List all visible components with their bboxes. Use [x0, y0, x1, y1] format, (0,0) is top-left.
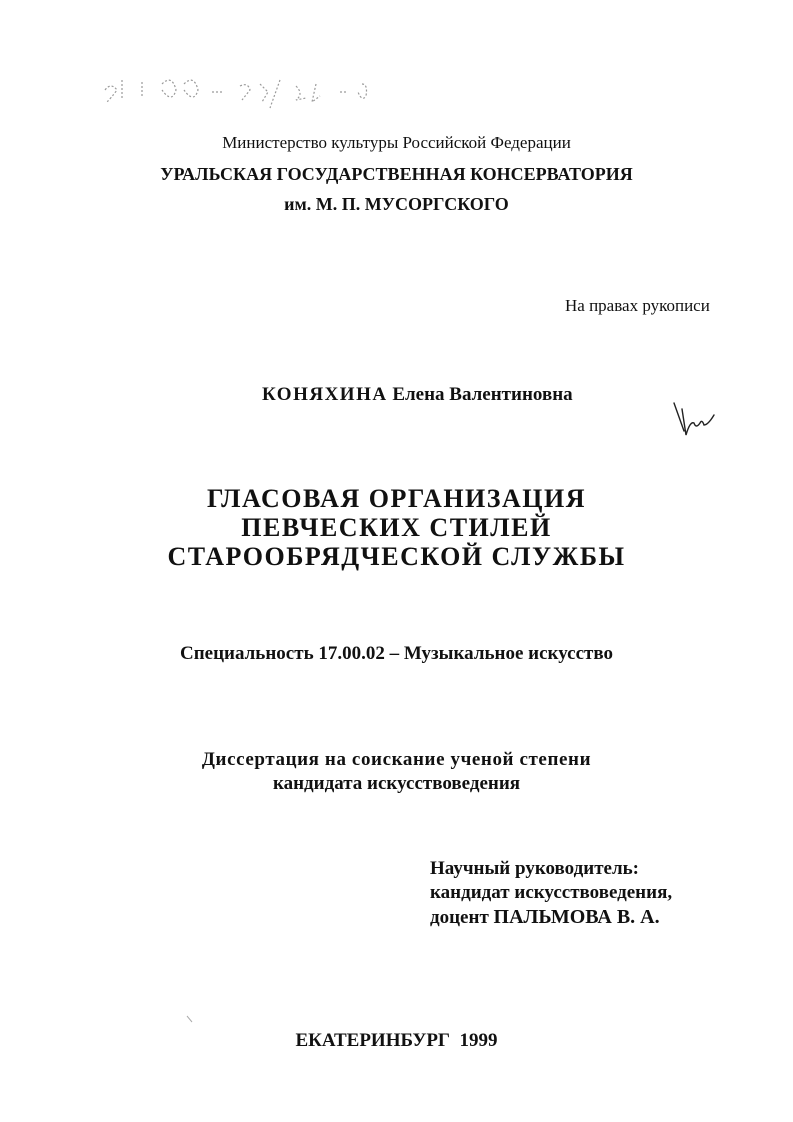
dissertation-title	[0, 484, 793, 571]
degree-line: кандидата искусствоведения	[272, 773, 521, 794]
advisor-name-line	[430, 905, 672, 930]
degree-line: Диссертация на соискание ученой степени	[201, 749, 592, 770]
author-given-names: Елена Валентиновна	[392, 384, 573, 405]
ministry-name: Министерство культуры Российской Федерации	[222, 133, 571, 152]
scan-mark-icon	[186, 1015, 194, 1023]
institution-name: УРАЛЬСКАЯ ГОСУДАРСТВЕННАЯ КОНСЕРВАТОРИЯ	[160, 164, 633, 184]
city-year	[0, 1030, 793, 1052]
author-surname: КОНЯХИНА	[262, 384, 388, 405]
advisor-name: ПАЛЬМОВА В. А.	[493, 906, 660, 928]
scientific-advisor	[430, 857, 672, 930]
archive-stamp	[100, 70, 400, 110]
title-line: ПЕВЧЕСКИХ СТИЛЕЙ	[241, 513, 552, 542]
manuscript-rights-note: На правах рукописи	[565, 296, 710, 315]
institution-named-after: им. М. П. МУСОРГСКОГО	[284, 194, 509, 214]
specialty: Специальность 17.00.02 – Музыкальное искусство	[179, 643, 613, 664]
title-line: СТАРООБРЯДЧЕСКОЙ СЛУЖБЫ	[167, 542, 626, 571]
advisor-degree: кандидат искусствоведения,	[430, 882, 673, 903]
signature-icon	[668, 395, 718, 445]
title-line: ГЛАСОВАЯ ОРГАНИЗАЦИЯ	[207, 484, 586, 513]
advisor-title: доцент	[430, 907, 489, 928]
city-year-text: ЕКАТЕРИНБУРГ 1999	[295, 1030, 498, 1051]
advisor-label: Научный руководитель:	[430, 858, 639, 879]
dissertation-degree	[0, 748, 793, 796]
author-name	[262, 384, 573, 406]
